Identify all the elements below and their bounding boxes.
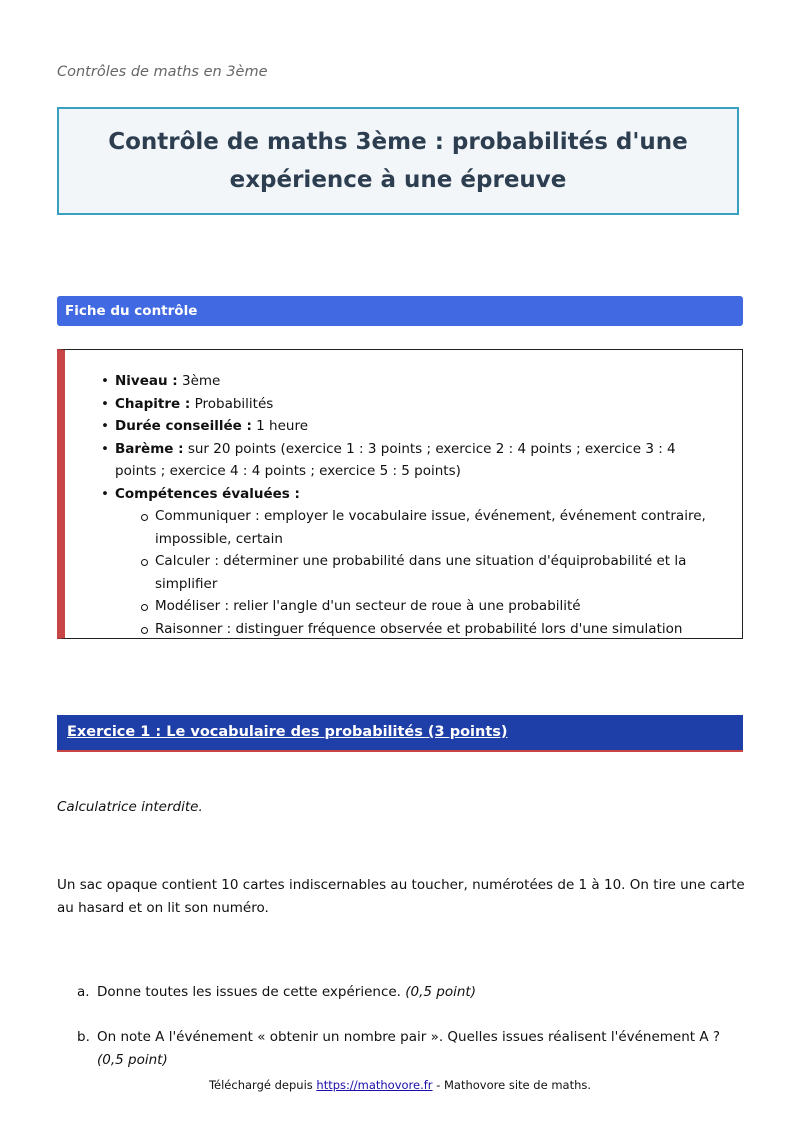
title-box (57, 107, 739, 215)
fiche-item-label: Chapitre : (115, 395, 191, 412)
competence-item: Calculer : déterminer une probabilité dans une situation d'équiprobabilité et la simplifier (141, 550, 721, 595)
fiche-item-niveau (101, 370, 721, 393)
fiche-item-value: 3ème (177, 373, 221, 389)
question-points: (0,5 point) (405, 984, 476, 1000)
page-title: Contrôle de maths 3ème : probabilités d'une expérience à une épreuve (108, 129, 688, 193)
question-marker: a. (77, 984, 90, 1000)
question-list (57, 981, 743, 1094)
question-text: On note A l'événement « obtenir un nombre pair ». Quelles issues réalisent l'événement A ? (97, 1029, 721, 1045)
question-text: Donne toutes les issues de cette expérience. (97, 984, 406, 1000)
competence-item: Modéliser : relier l'angle d'un secteur de roue à une probabilité (141, 595, 721, 618)
fiche-item-label: Barème : (115, 440, 184, 457)
fiche-item-value: Probabilités (190, 395, 274, 412)
page-footer (0, 1078, 800, 1092)
footer-suffix: - Mathovore site de maths. (432, 1078, 592, 1092)
calculator-note: Calculatrice interdite. (57, 799, 203, 815)
competences-list (115, 505, 721, 640)
footer-prefix: Téléchargé depuis (208, 1078, 317, 1092)
fiche-item-label: Niveau : (115, 373, 178, 389)
fiche-box (57, 349, 743, 639)
competence-item: Raisonner : distinguer fréquence observée et probabilité lors d'une simulation (141, 618, 721, 641)
fiche-item-duree (101, 415, 721, 438)
fiche-header: Fiche du contrôle (57, 296, 743, 326)
fiche-item-bareme (101, 438, 721, 483)
question-item-b (57, 1026, 743, 1071)
question-item-a (57, 981, 743, 1004)
fiche-item-label: Durée conseillée : (115, 418, 252, 434)
exercise-1-title-link[interactable]: Exercice 1 : Le vocabulaire des probabilités (3 points) (67, 724, 508, 740)
footer-link[interactable]: https://mathovore.fr (316, 1078, 433, 1092)
fiche-item-chapitre (101, 393, 721, 416)
question-points: (0,5 point) (97, 1051, 168, 1068)
question-marker: b. (77, 1029, 90, 1045)
fiche-item-value: 1 heure (251, 418, 309, 434)
fiche-list (101, 370, 721, 640)
competence-item: Communiquer : employer le vocabulaire issue, événement, événement contraire, impossible, certain (141, 505, 721, 550)
exercise-1-header[interactable] (57, 715, 743, 752)
exercise-statement: Un sac opaque contient 10 cartes indiscernables au toucher, numérotées de 1 à 10. On tire une carte au hasard et on lit son numéro. (57, 877, 745, 916)
fiche-item-competences (101, 483, 721, 641)
fiche-item-value: sur 20 points (exercice 1 : 3 points ; exercice 2 : 4 points ; exercice 3 : 4 points ; exercice 4 : 4 points ; exercice 5 : 5 points) (115, 440, 676, 479)
fiche-item-label: Compétences évaluées : (115, 485, 300, 502)
breadcrumb: Contrôles de maths en 3ème (57, 64, 268, 80)
